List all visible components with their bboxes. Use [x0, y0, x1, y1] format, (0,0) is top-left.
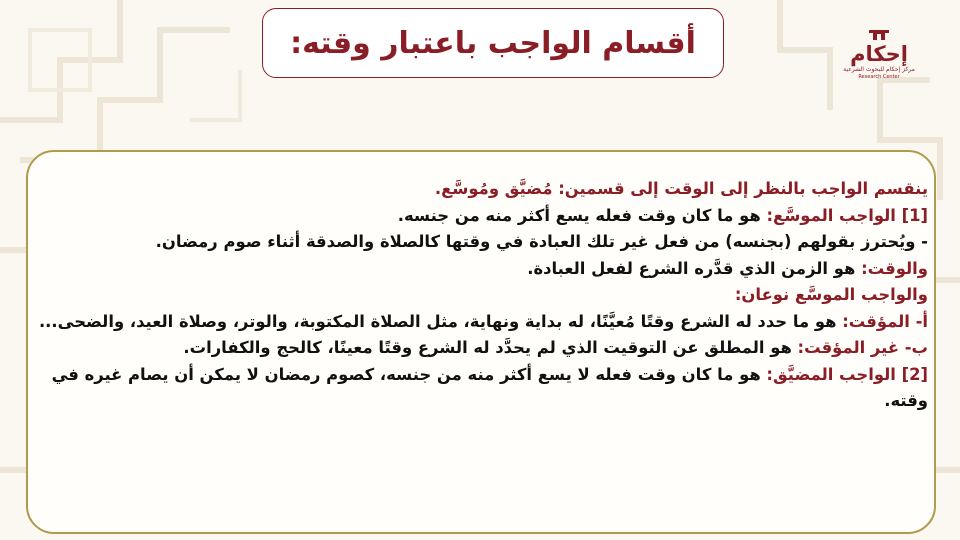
ghayr-muaqqat-label: ب- غير المؤقت: [797, 338, 928, 357]
ghayr-muaqqat-text: هو المطلق عن التوقيت الذي لم يحدَّد له الشرع وقتًا معينًا، كالحج والكفارات. [183, 338, 798, 357]
waqt-label: والوقت: [861, 258, 928, 278]
content-text [38, 176, 928, 415]
muwassa-text: هو ما كان وقت فعله يسع أكثر منه من جنسه. [397, 205, 767, 225]
yuhtaraz-note: - ويُحترز بقولهم (بجنسه) من فعل غير تلك العبادة في وقتها كالصلاة والصدقة أثناء صوم رمضان. [155, 232, 928, 251]
mudayyaq-label: [2] الواجب المضيَّق: [766, 364, 928, 384]
logo-emblem-icon [866, 28, 892, 42]
mudayyaq-text: هو ما كان وقت فعله لا يسع أكثر منه من جنسه، كصوم رمضان لا يمكن أن يصام غيره في وقته. [51, 364, 928, 410]
waqt-text: هو الزمن الذي قدَّره الشرع لفعل العبادة. [527, 258, 862, 278]
intro-line: ينقسم الواجب بالنظر إلى الوقت إلى قسمين: مُضيَّق ومُوسَّع. [434, 179, 928, 198]
waqt-definition [38, 256, 928, 283]
muaqqat-text: هو ما حدد له الشرع وقتًا مُعيَّنًا، له بداية ونهاية، مثل الصلاة المكتوبة، والوتر، وصلاة العيد، والضحى... [38, 311, 843, 331]
logo-name: إحكام [850, 42, 908, 66]
muwassa-label: [1] الواجب الموسَّع: [766, 205, 928, 225]
ghayr-muaqqat-definition [38, 335, 928, 362]
page-title: أقسام الواجب باعتبار وقته: [290, 25, 696, 61]
types-heading: والواجب الموسَّع نوعان: [734, 285, 928, 304]
mudayyaq-definition [38, 362, 928, 415]
muaqqat-definition [38, 309, 928, 336]
muwassa-definition [38, 203, 928, 230]
logo-subtitle: مركز إحكام للبحوث الشرعية [843, 66, 915, 73]
title-box [262, 8, 724, 78]
logo-tagline: Research Center [858, 74, 900, 80]
logo [843, 28, 915, 94]
muaqqat-label: أ- المؤقت: [842, 311, 928, 331]
